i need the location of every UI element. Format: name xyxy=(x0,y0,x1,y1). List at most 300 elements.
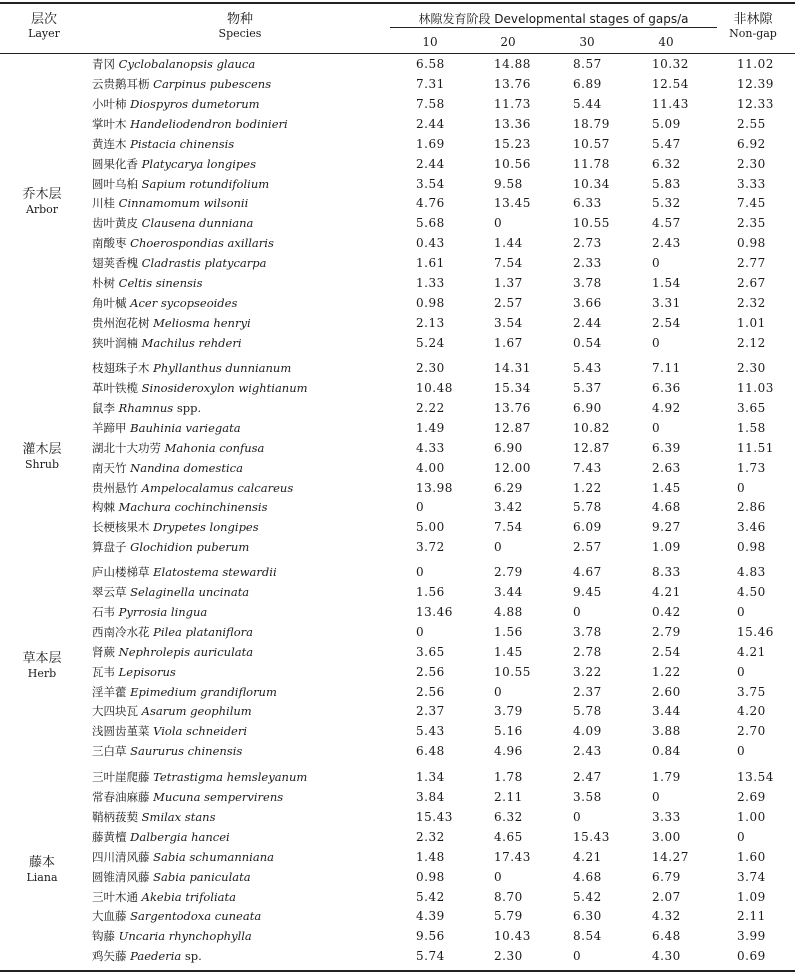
value-cell-v40: 2.54 xyxy=(652,644,681,659)
value-cell-v20: 10.56 xyxy=(494,156,531,171)
value-cell-v40: 0.42 xyxy=(652,604,681,619)
value-cell-v20: 13.76 xyxy=(494,76,531,91)
value-cell-v10: 2.37 xyxy=(416,704,445,719)
species-cn-name: 朴树 xyxy=(92,276,115,291)
value-cell-ng: 13.54 xyxy=(737,770,774,784)
species-cell xyxy=(92,336,242,350)
table-row xyxy=(0,850,795,866)
value-cell-v40: 0.84 xyxy=(652,744,681,759)
table-row xyxy=(0,744,795,760)
value-cell-ng: 1.73 xyxy=(737,460,766,475)
value-cell-v20: 1.67 xyxy=(494,335,523,350)
value-cell-v20: 7.54 xyxy=(494,520,523,535)
species-cn-name: 齿叶黄皮 xyxy=(92,216,138,231)
species-cell xyxy=(92,216,253,230)
species-latin-name: Cladrastis platycarpa xyxy=(141,256,267,271)
species-latin-name: Machura cochinchinensis xyxy=(118,500,268,515)
value-cell-v20: 4.65 xyxy=(494,829,523,844)
value-cell-v40: 4.57 xyxy=(652,216,681,231)
value-cell-v20: 8.70 xyxy=(494,889,523,904)
value-cell-v10: 0.98 xyxy=(416,296,445,311)
species-cell xyxy=(92,421,241,435)
layer-cn: 灌木层 xyxy=(22,442,62,457)
species-latin-name: Dalbergia hancei xyxy=(130,829,230,844)
species-cn-name: 构棘 xyxy=(92,500,115,515)
species-cell xyxy=(92,401,201,415)
table-row xyxy=(0,724,795,740)
table-row xyxy=(0,870,795,886)
species-cell xyxy=(92,810,215,824)
value-cell-v20: 11.73 xyxy=(494,96,531,111)
table-row xyxy=(0,461,795,477)
header-rule xyxy=(0,53,795,54)
value-cell-v10: 1.34 xyxy=(416,770,445,784)
species-latin-name: Mahonia confusa xyxy=(164,440,265,455)
value-cell-v30: 10.34 xyxy=(573,176,610,191)
value-cell-v40: 5.32 xyxy=(652,196,681,211)
value-cell-v10: 6.48 xyxy=(416,744,445,759)
value-cell-ng: 3.74 xyxy=(737,869,766,884)
species-cell xyxy=(92,790,283,804)
value-cell-v40: 1.09 xyxy=(652,540,681,555)
species-latin-name: Pyrrosia lingua xyxy=(118,604,208,619)
species-header xyxy=(180,12,300,40)
table-row xyxy=(0,520,795,536)
value-cell-v10: 15.43 xyxy=(416,809,453,824)
species-latin-name: Cyclobalanopsis glauca xyxy=(118,57,256,71)
species-cell xyxy=(92,704,252,718)
species-cn-name: 浅圆齿堇菜 xyxy=(92,724,150,739)
value-cell-v20: 0 xyxy=(494,869,503,884)
value-cell-v30: 2.33 xyxy=(573,256,602,271)
table-row xyxy=(0,830,795,846)
species-cn-name: 圆锥清风藤 xyxy=(92,869,150,884)
value-cell-ng: 1.09 xyxy=(737,889,766,904)
value-cell-ng: 2.67 xyxy=(737,276,766,291)
species-latin-name: Sapium rotundifolium xyxy=(141,176,270,191)
value-cell-v10: 5.24 xyxy=(416,335,445,350)
value-cell-v40: 5.47 xyxy=(652,136,681,151)
value-cell-v20: 12.87 xyxy=(494,420,531,435)
value-cell-v40: 0 xyxy=(652,335,661,350)
table-row xyxy=(0,481,795,497)
species-cn-name: 青冈 xyxy=(92,57,115,71)
table-row xyxy=(0,540,795,556)
value-cell-v10: 3.65 xyxy=(416,644,445,659)
value-cell-v10: 13.98 xyxy=(416,480,453,495)
species-cell xyxy=(92,117,288,131)
value-cell-v30: 5.37 xyxy=(573,380,602,395)
value-cell-ng: 1.00 xyxy=(737,809,766,824)
species-cell xyxy=(92,236,274,250)
value-cell-ng: 0.98 xyxy=(737,540,766,555)
species-latin-name: Epimedium grandiflorum xyxy=(130,684,277,699)
value-cell-v20: 9.58 xyxy=(494,176,523,191)
value-cell-v40: 3.31 xyxy=(652,296,681,311)
value-cell-v40: 3.33 xyxy=(652,809,681,824)
value-cell-v20: 1.78 xyxy=(494,770,523,784)
value-cell-v20: 10.43 xyxy=(494,929,531,944)
value-cell-v10: 1.33 xyxy=(416,276,445,291)
table-row xyxy=(0,117,795,133)
table-row xyxy=(0,216,795,232)
species-latin-name: Asarum geophilum xyxy=(141,704,252,719)
table-row xyxy=(0,177,795,193)
species-cell xyxy=(92,909,261,923)
value-cell-v40: 2.79 xyxy=(652,624,681,639)
value-cell-ng: 4.20 xyxy=(737,704,766,719)
table-row xyxy=(0,361,795,377)
species-cell xyxy=(92,870,251,884)
species-cell xyxy=(92,685,277,699)
value-cell-ng: 3.46 xyxy=(737,520,766,535)
species-latin-name: Glochidion puberum xyxy=(130,540,250,555)
value-cell-ng: 1.60 xyxy=(737,849,766,864)
value-cell-v10: 13.46 xyxy=(416,604,453,619)
layer-header-cn: 层次 xyxy=(30,12,57,27)
value-cell-ng: 2.32 xyxy=(737,296,766,311)
species-cn-name: 藤黄檀 xyxy=(92,829,127,844)
species-latin-name: Sargentodoxa cuneata xyxy=(130,909,262,924)
value-cell-v20: 3.44 xyxy=(494,584,523,599)
value-cell-v30: 2.44 xyxy=(573,315,602,330)
value-cell-v30: 5.44 xyxy=(573,96,602,111)
value-cell-v30: 4.21 xyxy=(573,849,602,864)
value-cell-ng: 2.35 xyxy=(737,216,766,231)
value-cell-ng: 11.02 xyxy=(737,57,774,71)
value-cell-v40: 2.07 xyxy=(652,889,681,904)
value-cell-v40: 4.32 xyxy=(652,909,681,924)
value-cell-ng: 0.69 xyxy=(737,949,766,964)
value-cell-v30: 2.73 xyxy=(573,236,602,251)
species-cn-name: 云贵鹅耳枥 xyxy=(92,76,150,91)
species-cell xyxy=(92,850,274,864)
species-cn-name: 三白草 xyxy=(92,744,127,759)
species-latin-name: Tetrastigma hemsleyanum xyxy=(153,770,308,784)
value-cell-v40: 5.09 xyxy=(652,116,681,131)
species-cell xyxy=(92,296,237,310)
value-cell-v30: 1.22 xyxy=(573,480,602,495)
value-cell-v10: 6.58 xyxy=(416,57,445,71)
value-cell-v30: 0 xyxy=(573,809,582,824)
species-latin-name: Celtis sinensis xyxy=(118,276,203,291)
species-latin-name: Cinnamomum wilsonii xyxy=(118,196,249,211)
gap-stages-header xyxy=(390,8,717,27)
species-cn-name: 鞘柄菝葜 xyxy=(92,809,138,824)
value-cell-v10: 0 xyxy=(416,624,425,639)
value-cell-ng: 2.11 xyxy=(737,909,766,924)
species-cell xyxy=(92,890,236,904)
value-cell-v40: 0 xyxy=(652,256,661,271)
value-cell-v10: 4.33 xyxy=(416,440,445,455)
value-cell-v20: 12.00 xyxy=(494,460,531,475)
value-cell-v20: 2.57 xyxy=(494,296,523,311)
table-row xyxy=(0,605,795,621)
value-cell-v30: 2.43 xyxy=(573,744,602,759)
species-cn-name: 湖北十大功劳 xyxy=(92,440,161,455)
table-row xyxy=(0,810,795,826)
value-cell-ng: 1.58 xyxy=(737,420,766,435)
species-cn-name: 淫羊藿 xyxy=(92,684,127,699)
value-cell-v10: 1.48 xyxy=(416,849,445,864)
species-latin-name: Carpinus pubescens xyxy=(153,76,272,91)
value-cell-v10: 5.42 xyxy=(416,889,445,904)
value-cell-v20: 7.54 xyxy=(494,256,523,271)
species-latin-name: Smilax stans xyxy=(141,809,216,824)
species-cn-name: 翠云草 xyxy=(92,584,127,599)
value-cell-ng: 2.30 xyxy=(737,156,766,171)
table-row xyxy=(0,790,795,806)
value-cell-v40: 12.54 xyxy=(652,76,689,91)
top-rule xyxy=(0,2,795,4)
value-cell-v40: 1.79 xyxy=(652,770,681,784)
value-cell-v10: 3.84 xyxy=(416,789,445,804)
species-latin-name: Platycarya longipes xyxy=(141,156,256,171)
value-cell-v30: 0 xyxy=(573,949,582,964)
value-cell-v10: 9.56 xyxy=(416,929,445,944)
value-cell-ng: 6.92 xyxy=(737,136,766,151)
value-cell-v10: 5.74 xyxy=(416,949,445,964)
value-cell-v40: 4.68 xyxy=(652,500,681,515)
table-row xyxy=(0,336,795,352)
species-cn-name: 大四块瓦 xyxy=(92,704,138,719)
value-cell-v30: 8.57 xyxy=(573,57,602,71)
value-cell-v40: 3.00 xyxy=(652,829,681,844)
species-cn-name: 三叶木通 xyxy=(92,889,138,904)
value-cell-v30: 5.78 xyxy=(573,704,602,719)
species-cell xyxy=(92,565,277,579)
value-cell-v10: 2.44 xyxy=(416,116,445,131)
value-cell-ng: 2.30 xyxy=(737,361,766,375)
value-cell-v20: 13.76 xyxy=(494,400,531,415)
species-header-cn: 物种 xyxy=(226,12,253,27)
value-cell-v40: 4.30 xyxy=(652,949,681,964)
value-cell-v40: 1.22 xyxy=(652,664,681,679)
value-cell-v40: 1.54 xyxy=(652,276,681,291)
table-row xyxy=(0,196,795,212)
value-cell-v40: 6.79 xyxy=(652,869,681,884)
species-cell xyxy=(92,97,260,111)
table-row xyxy=(0,236,795,252)
species-cell xyxy=(92,196,248,210)
value-cell-v40: 10.32 xyxy=(652,57,689,71)
value-cell-v10: 7.31 xyxy=(416,76,445,91)
species-cn-name: 瓦韦 xyxy=(92,664,115,679)
layer-cn: 乔木层 xyxy=(22,187,62,202)
nongap-header-en: Non-gap xyxy=(729,27,777,40)
value-cell-v40: 6.36 xyxy=(652,380,681,395)
value-cell-v10: 0.98 xyxy=(416,869,445,884)
value-cell-v30: 4.67 xyxy=(573,565,602,579)
value-cell-ng: 0 xyxy=(737,829,746,844)
table-row xyxy=(0,625,795,641)
value-cell-ng: 11.03 xyxy=(737,380,774,395)
value-cell-v40: 1.45 xyxy=(652,480,681,495)
value-cell-v10: 1.56 xyxy=(416,584,445,599)
value-cell-v10: 10.48 xyxy=(416,380,453,395)
layer-header-en: Layer xyxy=(28,27,60,40)
species-cell xyxy=(92,949,202,963)
species-cell xyxy=(92,57,255,71)
species-cn-name: 川桂 xyxy=(92,196,115,211)
species-cn-name: 四川清风藤 xyxy=(92,849,150,864)
table-row xyxy=(0,890,795,906)
value-cell-v30: 5.43 xyxy=(573,361,602,375)
table-row xyxy=(0,421,795,437)
species-cn-name: 三叶崖爬藤 xyxy=(92,770,150,784)
species-latin-name: Acer sycopseoides xyxy=(130,296,238,311)
value-cell-v30: 6.90 xyxy=(573,400,602,415)
value-cell-ng: 7.45 xyxy=(737,196,766,211)
value-cell-v10: 1.69 xyxy=(416,136,445,151)
table-row xyxy=(0,97,795,113)
species-cell xyxy=(92,605,207,619)
value-cell-v20: 14.88 xyxy=(494,57,531,71)
species-cell xyxy=(92,770,307,784)
species-cn-name: 掌叶木 xyxy=(92,116,127,131)
species-cell xyxy=(92,645,253,659)
bottom-rule xyxy=(0,970,795,972)
table-row xyxy=(0,500,795,516)
species-cell xyxy=(92,929,252,943)
value-cell-ng: 12.33 xyxy=(737,96,774,111)
value-cell-v20: 1.45 xyxy=(494,644,523,659)
species-latin-name: Viola schneideri xyxy=(153,724,248,739)
value-cell-v20: 13.36 xyxy=(494,116,531,131)
value-cell-v30: 8.54 xyxy=(573,929,602,944)
species-cell xyxy=(92,316,251,330)
species-latin-name: Drypetes longipes xyxy=(153,520,259,535)
value-cell-v40: 3.44 xyxy=(652,704,681,719)
species-latin-name: Clausena dunniana xyxy=(141,216,254,231)
value-cell-v10: 4.76 xyxy=(416,196,445,211)
value-cell-v30: 4.09 xyxy=(573,724,602,739)
value-cell-ng: 3.75 xyxy=(737,684,766,699)
table-row xyxy=(0,565,795,581)
value-cell-v40: 6.39 xyxy=(652,440,681,455)
value-cell-ng: 0 xyxy=(737,480,746,495)
value-cell-v20: 4.88 xyxy=(494,604,523,619)
table-row xyxy=(0,929,795,945)
value-cell-v30: 9.45 xyxy=(573,584,602,599)
table-row xyxy=(0,585,795,601)
value-cell-v20: 15.23 xyxy=(494,136,531,151)
value-cell-v30: 18.79 xyxy=(573,116,610,131)
table-row xyxy=(0,441,795,457)
value-cell-v40: 7.11 xyxy=(652,361,681,375)
species-cell xyxy=(92,585,249,599)
value-cell-ng: 0.98 xyxy=(737,236,766,251)
value-cell-v30: 2.57 xyxy=(573,540,602,555)
species-cell xyxy=(92,256,267,270)
value-cell-v20: 0 xyxy=(494,540,503,555)
table-row xyxy=(0,949,795,965)
value-cell-v10: 2.30 xyxy=(416,361,445,375)
species-latin-name: Lepisorus xyxy=(118,664,176,679)
value-cell-ng: 3.99 xyxy=(737,929,766,944)
layer-en: Herb xyxy=(27,667,57,680)
value-cell-v30: 3.78 xyxy=(573,276,602,291)
value-cell-ng: 2.69 xyxy=(737,789,766,804)
value-cell-v30: 10.55 xyxy=(573,216,610,231)
value-cell-v40: 14.27 xyxy=(652,849,689,864)
value-cell-v10: 2.32 xyxy=(416,829,445,844)
value-cell-v30: 7.43 xyxy=(573,460,602,475)
value-cell-ng: 4.83 xyxy=(737,565,766,579)
species-latin-name: Rhamnus xyxy=(118,400,174,415)
value-cell-v40: 11.43 xyxy=(652,96,689,111)
value-cell-v10: 2.13 xyxy=(416,315,445,330)
col-header-10: 10 xyxy=(422,35,438,49)
value-cell-v20: 1.56 xyxy=(494,624,523,639)
value-cell-v10: 4.39 xyxy=(416,909,445,924)
species-cn-name: 贵州悬竹 xyxy=(92,480,138,495)
species-cn-name: 算盘子 xyxy=(92,540,127,555)
value-cell-v40: 5.83 xyxy=(652,176,681,191)
value-cell-v20: 2.11 xyxy=(494,789,523,804)
species-cn-name: 角叶槭 xyxy=(92,296,127,311)
value-cell-v30: 0.54 xyxy=(573,335,602,350)
species-cell xyxy=(92,724,247,738)
species-cn-name: 西南冷水花 xyxy=(92,624,150,639)
species-cell xyxy=(92,540,249,554)
value-cell-v30: 2.37 xyxy=(573,684,602,699)
value-cell-v20: 17.43 xyxy=(494,849,531,864)
value-cell-v10: 1.49 xyxy=(416,420,445,435)
species-cn-name: 圆果化香 xyxy=(92,156,138,171)
species-cell xyxy=(92,500,267,514)
table-row xyxy=(0,704,795,720)
value-cell-v10: 7.58 xyxy=(416,96,445,111)
value-cell-v20: 2.30 xyxy=(494,949,523,964)
species-latin-name: Nephrolepis auriculata xyxy=(118,644,254,659)
species-cn-name: 钩藤 xyxy=(92,929,115,944)
value-cell-ng: 0 xyxy=(737,604,746,619)
table-row xyxy=(0,157,795,173)
species-cn-name: 肾蕨 xyxy=(92,644,115,659)
col-header-30: 30 xyxy=(579,35,595,49)
value-cell-ng: 2.55 xyxy=(737,116,766,131)
nongap-header xyxy=(718,12,788,40)
nongap-header-cn: 非林隙 xyxy=(733,12,773,27)
value-cell-v30: 15.43 xyxy=(573,829,610,844)
gap-stages-underline xyxy=(390,27,717,28)
species-cell xyxy=(92,77,271,91)
value-cell-v30: 0 xyxy=(573,604,582,619)
value-cell-v10: 5.00 xyxy=(416,520,445,535)
value-cell-v10: 4.00 xyxy=(416,460,445,475)
table-row xyxy=(0,256,795,272)
value-cell-v40: 4.92 xyxy=(652,400,681,415)
species-cn-name: 翅荚香槐 xyxy=(92,256,138,271)
value-cell-v40: 0 xyxy=(652,420,661,435)
value-cell-v10: 1.61 xyxy=(416,256,445,271)
value-cell-v40: 9.27 xyxy=(652,520,681,535)
species-latin-name: Phyllanthus dunnianum xyxy=(153,361,292,375)
value-cell-v20: 3.54 xyxy=(494,315,523,330)
value-cell-v10: 0 xyxy=(416,500,425,515)
value-cell-v40: 2.60 xyxy=(652,684,681,699)
value-cell-ng: 2.12 xyxy=(737,335,766,350)
species-cn-name: 鸡矢藤 xyxy=(92,949,127,964)
col-header-40: 40 xyxy=(658,35,674,49)
species-cell xyxy=(92,520,259,534)
value-cell-v40: 2.63 xyxy=(652,460,681,475)
value-cell-v10: 0 xyxy=(416,565,425,579)
gap-stages-title: 林隙发育阶段 Developmental stages of gaps/a xyxy=(418,12,689,26)
species-cell xyxy=(92,481,293,495)
value-cell-v20: 15.34 xyxy=(494,380,531,395)
